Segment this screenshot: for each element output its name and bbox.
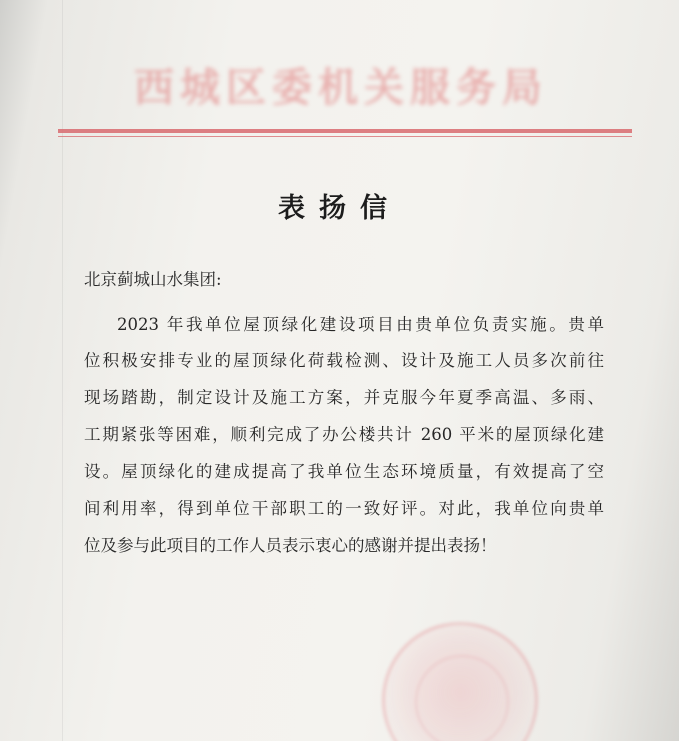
official-seal-inner-ring — [415, 655, 509, 741]
official-seal — [382, 622, 538, 741]
letterhead-rule-thick — [58, 129, 632, 133]
paper-edge-shadow — [62, 0, 63, 741]
body-line: 位积极安排专业的屋顶绿化荷载检测、设计及施工人员多次前往 — [84, 351, 604, 370]
letter-title: 表扬信 — [278, 193, 401, 224]
body-line: 位及参与此项目的工作人员表示衷心的感谢并提出表扬！ — [84, 536, 497, 555]
letterhead-title: 西城区委机关服务局 — [134, 64, 548, 111]
body-line: 工期紧张等困难，顺利完成了办公楼共计 260 平米的屋顶绿化建 — [84, 425, 604, 444]
body-line: 2023 年我单位屋顶绿化建设项目由贵单位负责实施。贵单 — [117, 315, 604, 334]
body-line: 设。屋顶绿化的建成提高了我单位生态环境质量，有效提高了空 — [84, 462, 604, 481]
body-line: 现场踏勘，制定设计及施工方案，并克服今年夏季高温、多雨、 — [84, 388, 604, 407]
body-line: 间利用率，得到单位干部职工的一致好评。对此，我单位向贵单 — [84, 499, 604, 518]
salutation: 北京蓟城山水集团: — [84, 270, 222, 289]
letterhead-rule-thin — [58, 136, 632, 137]
